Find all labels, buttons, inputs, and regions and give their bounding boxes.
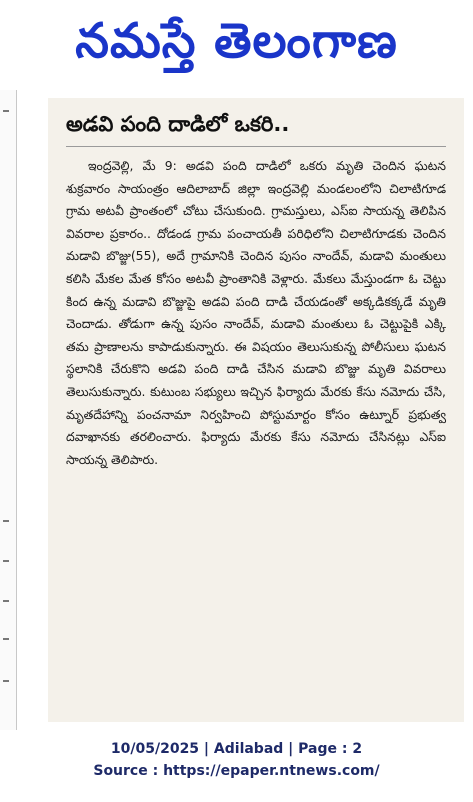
column-edge-mark: [3, 520, 9, 522]
column-edge-mark: [3, 600, 9, 602]
news-article: [48, 98, 464, 722]
headline-divider: [66, 146, 446, 147]
article-headline: అడవి పంది దాడిలో ఒకరి..: [66, 112, 290, 136]
clipping-footer: [0, 738, 473, 782]
column-edge-mark: [3, 110, 9, 112]
edition-info: 10/05/2025 | Adilabad | Page : 2: [110, 741, 363, 757]
column-edge-mark: [3, 680, 9, 682]
article-body: ఇంద్రవెల్లి, మే 9: అడవి పంది దాడిలో ఒకరు మృతి చెందిన ఘటన శుక్రవారం సాయంత్రం ఆదిలాబాద్ జిల్లా ఇంద్రవెల్లి మండలంలోని చిలాటిగూడ గ్రామ అటవీ ప్రాంతంలో చోటు చేసుకుంది. గ్రామస్తులు, ఎస్ఐ సాయన్న తెలిపిన వివరాల ప్రకారం.. దోడండ గ్రామ పంచాయతీ పరిధిలోని చిలాటిగూడకు చెందిన మడావి బొజ్జు(55), అదే గ్రామానికి చెందిన పుసం నాందేవ్, మడావి మంతులు కలిసి మేకల మేత కోసం అటవీ ప్రాంతానికి వెళ్లారు. మేకలు మేస్తుండగా ఓ చెట్టు కింద ఉన్న మడావి బొజ్జుపై అడవి పంది దాడి చేయడంతో అక్కడికక్కడే మృతి చెందాడు. తోడుగా ఉన్న పుసం నాందేవ్, మడావి మంతులు ఓ చెట్టుపైకి ఎక్కి తమ ప్రాణాలను కాపాడుకున్నారు. ఈ విషయం తెలుసుకున్న పోలీసులు ఘటన స్థలానికి చేరుకొని అడవి పంది దాడి చేసిన మడావి బొజ్జు మృతి వివరాలు తెలుసుకున్నారు. కుటుంబ సభ్యులు ఇచ్చిన ఫిర్యాదు మేరకు కేసు నమోదు చేసి, మృతదేహాన్ని పంచనామా నిర్వహించి పోస్టుమార్టం కోసం ఉట్నూర్ ప్రభుత్వ దవాఖానకు తరలించారు. ఫిర్యాదు మేరకు కేసు నమోదు చేసినట్లు ఎస్ఐ సాయన్న తెలిపారు.: [66, 158, 446, 467]
column-edge-mark: [3, 560, 9, 562]
newspaper-masthead: నమస్తే తెలంగాణ: [75, 13, 398, 69]
column-edge-mark: [3, 638, 9, 640]
source-link[interactable]: Source : https://epaper.ntnews.com/: [93, 763, 380, 779]
adjacent-column-edge: [0, 90, 17, 730]
